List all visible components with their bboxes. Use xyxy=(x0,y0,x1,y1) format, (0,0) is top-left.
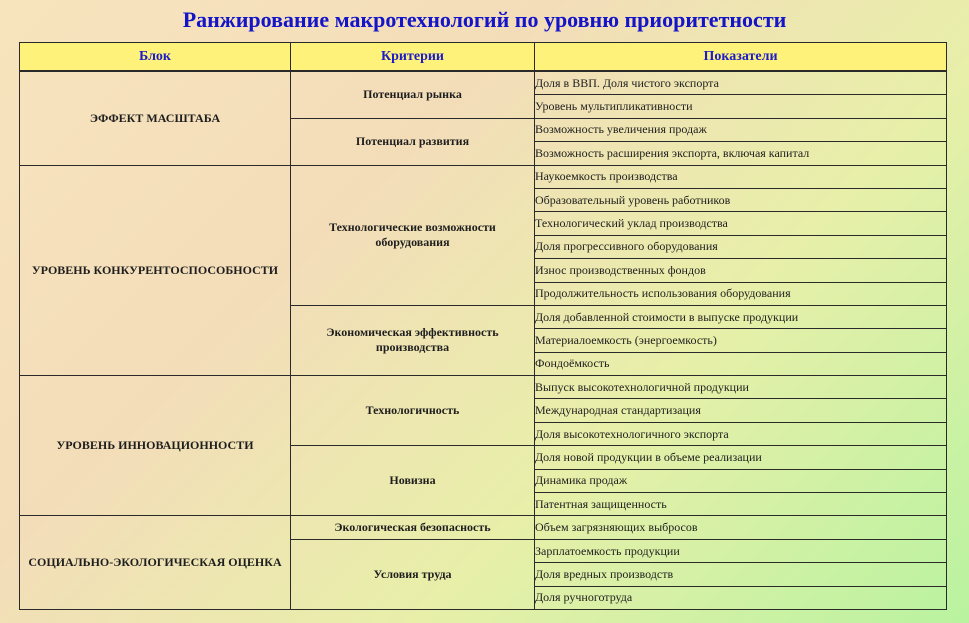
header-indicators: Показатели xyxy=(535,43,947,72)
criterion-development-potential: Потенциал развития xyxy=(291,118,535,165)
ranking-table xyxy=(19,42,947,610)
criterion-tech-capabilities: Технологические возможности оборудования xyxy=(291,165,535,305)
block-competitiveness: УРОВЕНЬ КОНКУРЕНТОСПОСОБНОСТИ xyxy=(20,165,291,376)
criterion-market-potential: Потенциал рынка xyxy=(291,71,535,118)
indicator-cell: Патентная защищенность xyxy=(535,493,947,516)
indicator-cell: Доля вредных производств xyxy=(535,563,947,586)
indicator-cell: Возможность увеличения продаж xyxy=(535,118,947,141)
table-row xyxy=(20,165,947,188)
header-criteria: Критерии xyxy=(291,43,535,72)
criterion-novelty: Новизна xyxy=(291,446,535,516)
page-title: Ранжирование макротехнологий по уровню приоритетности xyxy=(182,7,787,32)
indicator-cell: Износ производственных фондов xyxy=(535,259,947,282)
indicator-cell: Доля новой продукции в объеме реализации xyxy=(535,446,947,469)
indicator-cell: Фондоёмкость xyxy=(535,352,947,375)
indicator-cell: Возможность расширения экспорта, включая капитал xyxy=(535,142,947,165)
indicator-cell: Доля в ВВП. Доля чистого экспорта xyxy=(535,71,947,95)
header-block: Блок xyxy=(20,43,291,72)
indicator-cell: Доля прогрессивного оборудования xyxy=(535,235,947,258)
block-innovation: УРОВЕНЬ ИННОВАЦИОННОСТИ xyxy=(20,376,291,516)
indicator-cell: Наукоемкость производства xyxy=(535,165,947,188)
block-scale-effect: ЭФФЕКТ МАСШТАБА xyxy=(20,71,291,165)
indicator-cell: Уровень мультипликативности xyxy=(535,95,947,118)
criterion-ecological-safety: Экологическая безопасность xyxy=(291,516,535,539)
indicator-cell: Динамика продаж xyxy=(535,469,947,492)
indicator-cell: Образовательный уровень работников xyxy=(535,188,947,211)
indicator-cell: Технологический уклад производства xyxy=(535,212,947,235)
criterion-working-conditions: Условия труда xyxy=(291,539,535,609)
indicator-cell: Выпуск высокотехнологичной продукции xyxy=(535,376,947,399)
table-row xyxy=(20,71,947,95)
criterion-economic-efficiency: Экономическая эффективность производства xyxy=(291,305,535,375)
indicator-cell: Доля ручноготруда xyxy=(535,586,947,609)
indicator-cell: Доля высокотехнологичного экспорта xyxy=(535,422,947,445)
block-socio-ecological: СОЦИАЛЬНО-ЭКОЛОГИЧЕСКАЯ ОЦЕНКА xyxy=(20,516,291,610)
indicator-cell: Доля добавленной стоимости в выпуске продукции xyxy=(535,305,947,328)
indicator-cell: Зарплатоемкость продукции xyxy=(535,539,947,562)
criterion-technology-level: Технологичность xyxy=(291,376,535,446)
header-row xyxy=(20,43,947,72)
table-row xyxy=(20,376,947,399)
indicator-cell: Объем загрязняющих выбросов xyxy=(535,516,947,539)
indicator-cell: Материалоемкость (энергоемкость) xyxy=(535,329,947,352)
indicator-cell: Международная стандартизация xyxy=(535,399,947,422)
indicator-cell: Продолжительность использования оборудования xyxy=(535,282,947,305)
table-row xyxy=(20,516,947,539)
